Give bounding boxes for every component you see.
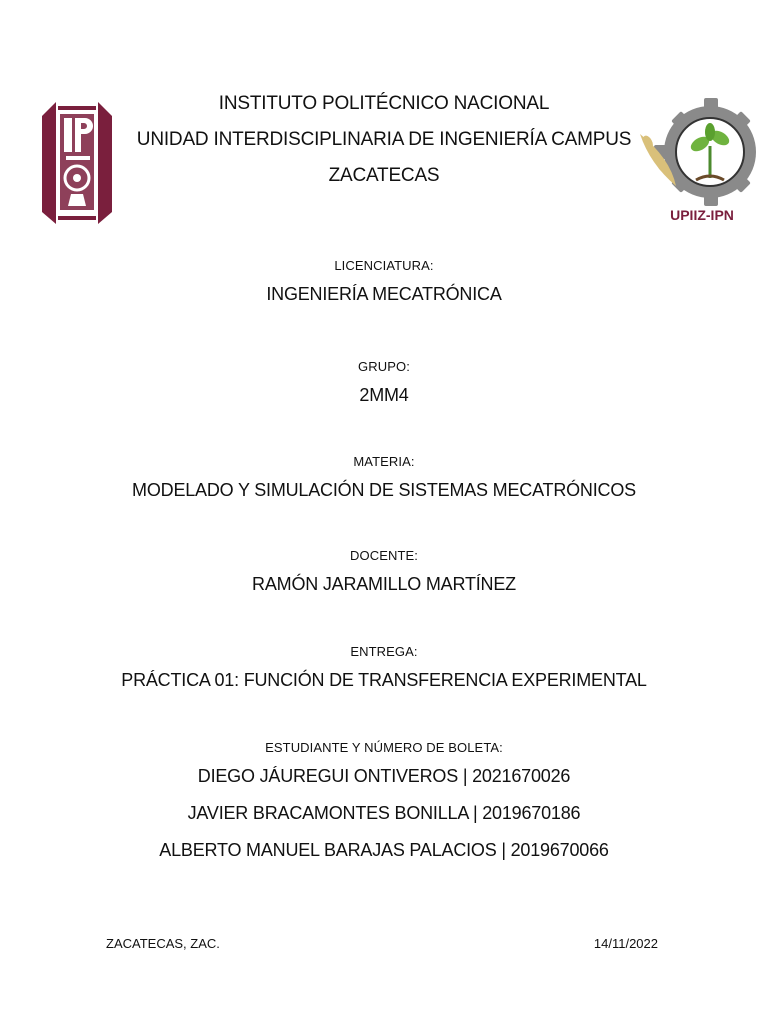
institution-header [0, 86, 768, 194]
docente-label: DOCENTE: [350, 548, 418, 563]
footer-place: ZACATECAS, ZAC. [106, 936, 220, 951]
licenciatura-value: INGENIERÍA MECATRÓNICA [266, 284, 502, 304]
unit-name-line2: ZACATECAS [328, 165, 440, 186]
upiiz-logo-text: UPIIZ-IPN [670, 207, 734, 223]
institution-name: INSTITUTO POLITÉCNICO NACIONAL [218, 93, 550, 114]
entrega-label: ENTREGA: [350, 644, 418, 659]
grupo-label: GRUPO: [358, 359, 410, 374]
student-entry: DIEGO JÁUREGUI ONTIVEROS | 2021670026 [197, 766, 571, 786]
estudiantes-label: ESTUDIANTE Y NÚMERO DE BOLETA: [265, 740, 503, 755]
materia-value: MODELADO Y SIMULACIÓN DE SISTEMAS MECATRÓNICOS [132, 480, 636, 500]
docente-value: RAMÓN JARAMILLO MARTÍNEZ [252, 574, 516, 594]
unit-name-line1: UNIDAD INTERDISCIPLINARIA DE INGENIERÍA CAMPUS [136, 129, 632, 150]
student-entry: JAVIER BRACAMONTES BONILLA | 2019670186 [187, 803, 581, 823]
footer-date: 14/11/2022 [593, 936, 658, 951]
materia-label: MATERIA: [353, 454, 415, 469]
entrega-value: PRÁCTICA 01: FUNCIÓN DE TRANSFERENCIA EXPERIMENTAL [121, 670, 647, 690]
grupo-value: 2MM4 [359, 385, 409, 405]
student-entry: ALBERTO MANUEL BARAJAS PALACIOS | 2019670066 [159, 840, 609, 860]
licenciatura-label: LICENCIATURA: [334, 258, 434, 273]
